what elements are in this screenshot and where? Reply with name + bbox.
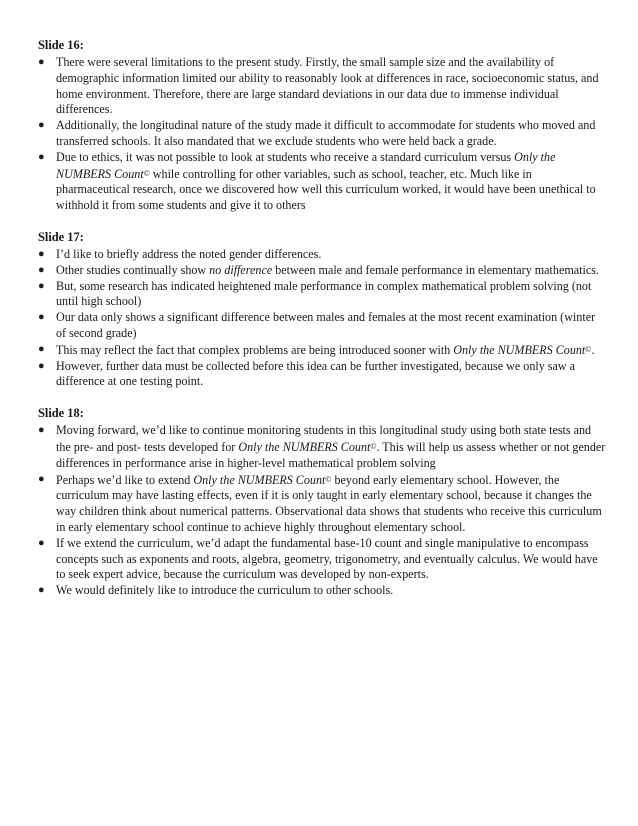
bullet-list [38,247,608,390]
text-run: But, some research has indicated heightened male performance in complex mathematical problem solving (not until high school) [56,278,592,309]
bullet-text [56,583,393,597]
bullet-icon: ● [38,119,45,132]
text-run: If we extend the curriculum, we’d adapt the fundamental base-10 count and single manipulative to encompass concepts such as exponents and roots, algebra, geometry, trigonometry, and eventually calculus. We would have to seek expert advice, because the curriculum was developed by non-experts. [56,535,598,582]
text-run: This may reflect the fact that complex problems are being introduced sooner with [56,342,454,357]
text-run: We would definitely like to introduce the curriculum to other schools. [56,583,394,598]
bullet-text [56,310,595,340]
bullet-text [56,118,595,148]
bullet-icon: ● [38,311,45,324]
text-run: while controlling for other variables, such as school, teacher, etc. Much like in pharmaceutical research, once we discovered how well this curriculum worked, it would have been unethical to withhold it from some students and give it to others [56,166,596,213]
text-run: between male and female performance in elementary mathematics. [272,262,599,277]
text-run: beyond early elementary school. However, the curriculum may have lasting effects, even if it is only taught in early elementary school, because it changes the way children think about numerical patterns. Observational data shows that students who receive this curriculum in early elementary school continue to achieve highly throughout elementary school. [56,472,602,534]
bullet-item [38,472,608,536]
curriculum-name: no difference [209,262,273,277]
copyright-mark: © [370,441,377,451]
curriculum-name: Only the NUMBERS Count [56,149,556,181]
slide-17-notes [38,229,608,390]
text-run: Other studies continually show [56,262,210,277]
section-title: Slide 16: [38,38,84,52]
slide-18-notes [38,405,608,599]
text-run: Perhaps we’d like to extend [56,472,194,487]
bullet-icon: ● [38,279,45,292]
copyright-mark: © [585,344,592,354]
bullet-text [56,359,575,389]
bullet-icon: ● [38,150,45,163]
text-run: Due to ethics, it was not possible to look at students who receive a standard curriculum versus [56,149,515,164]
copyright-mark: © [325,474,332,484]
bullet-icon: ● [38,472,45,485]
text-run: There were several limitations to the present study. Firstly, the small sample size and the availability of demographic information limited our ability to reasonably look at differences in race, socioeconomic status, and home environment. Therefore, there are large standard deviations in our data due to immense individual differences. [56,55,599,117]
bullet-text [56,55,599,116]
bullet-icon: ● [38,424,45,437]
section-title: Slide 18: [38,406,84,421]
bullet-item [38,150,608,214]
bullet-list [38,423,608,599]
section-title: Slide 17: [38,229,84,244]
bullet-text [56,536,598,582]
bullet-list [38,55,608,214]
bullet-item [38,359,608,391]
bullet-text [56,473,602,534]
slide-16-notes [38,37,608,214]
bullet-item [38,423,608,471]
text-run: I’d like to briefly address the noted gender differences. [56,246,322,261]
bullet-text [56,150,596,212]
bullet-item [38,247,608,263]
bullet-icon: ● [38,584,45,597]
text-run: Moving forward, we’d like to continue monitoring students in this longitudinal study using both state tests and the pre- and post- tests developed for [56,423,592,454]
bullet-item [38,342,608,359]
bullet-item [38,310,608,342]
text-run: Our data only shows a significant difference between males and females at the most recent examination (winter of second grade) [56,310,596,340]
bullet-icon: ● [38,247,45,260]
bullet-item [38,536,608,583]
bullet-text [56,247,321,261]
bullet-text [56,423,605,470]
bullet-icon: ● [38,56,45,68]
text-run: . [591,342,595,357]
bullet-icon: ● [38,359,45,372]
copyright-mark: © [143,168,150,178]
bullet-text [56,279,591,309]
text-run: . This will help us assess whether or not gender differences in performance arise in higher-level mathematical problem solving [56,439,606,470]
bullet-icon: ● [38,536,45,549]
bullet-icon: ● [38,263,45,276]
text-run: However, further data must be collected before this idea can be further investigated, because we only saw a difference at one testing point. [56,358,575,389]
bullet-icon: ● [38,342,45,355]
bullet-item [38,118,608,150]
bullet-item [38,263,608,279]
curriculum-name: Only the NUMBERS Count [193,472,326,487]
bullet-item [38,583,608,599]
text-run: Additionally, the longitudinal nature of the study made it difficult to accommodate for students who moved and transferred schools. It also mandated that we exclude students who were held back a grade. [56,118,596,148]
bullet-text [56,263,599,277]
bullet-text [56,343,594,357]
curriculum-name: Only the NUMBERS Count [453,342,586,357]
curriculum-name: Only the NUMBERS Count [238,439,371,454]
bullet-item [38,55,608,118]
bullet-item [38,279,608,311]
